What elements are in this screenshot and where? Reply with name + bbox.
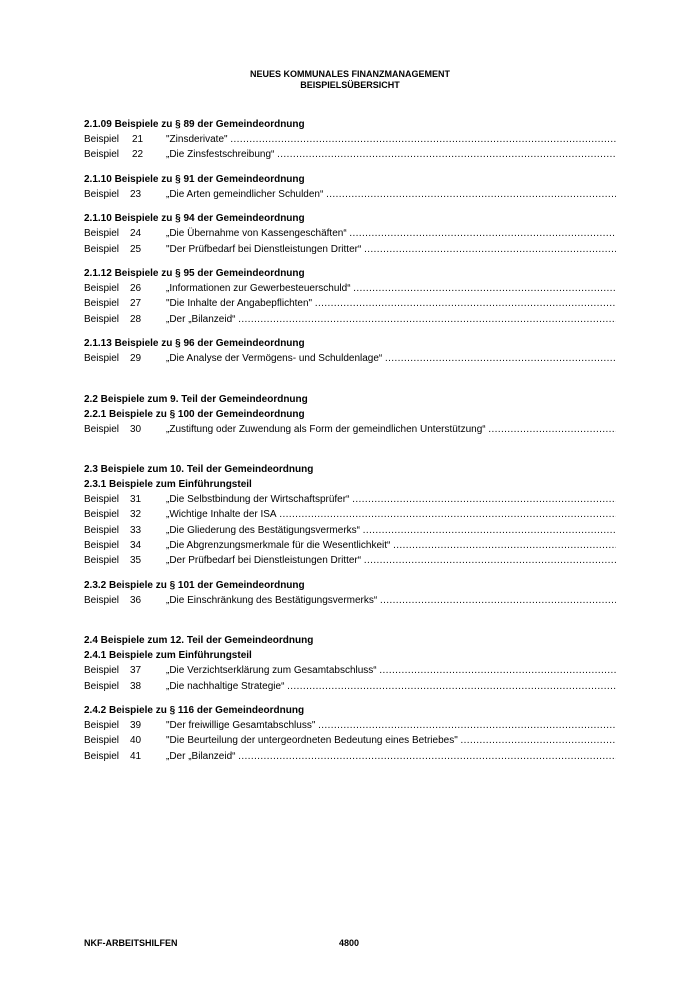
entry-title: „Wichtige Inhalte der ISA ……………………………………………………………………………………………………………………………………………………………………………… — [166, 507, 616, 522]
entry-number: 30 — [130, 423, 142, 435]
entry-title: „Die Verzichtserklärung zum Gesamtabschluss“ ……………………………………………………………………………………………………………………………………………………………………………… — [166, 663, 616, 678]
entry-number: 34 — [130, 540, 142, 552]
entry-number: 28 — [130, 313, 142, 325]
entry-label: Beispiel — [84, 228, 120, 240]
entry-number: 23 — [130, 188, 142, 200]
entry-number: 24 — [130, 228, 142, 240]
example-entry — [84, 226, 616, 241]
entry-label: Beispiel — [84, 353, 120, 365]
example-entry — [84, 553, 616, 568]
section-heading: 2.1.10 Beispiele zu § 91 der Gemeindeordnung — [84, 173, 305, 185]
entry-label: Beispiel — [84, 750, 120, 762]
part-heading: 2.4 Beispiele zum 12. Teil der Gemeindeordnung — [84, 635, 314, 647]
example-entry — [84, 523, 616, 538]
entry-number: 22 — [132, 149, 144, 161]
entry-title: „Die Selbstbindung der Wirtschaftsprüfer“ ……………………………………………………………………………………………………………………………………………………………………………… — [166, 492, 616, 507]
entry-number: 29 — [130, 353, 142, 365]
entry-number: 37 — [130, 665, 142, 677]
entry-title: „Die Zinsfestschreibung“ ……………………………………………………………………………………………………………………………………………………………………………… — [166, 147, 616, 162]
example-entry — [84, 718, 616, 733]
entry-title: "Der freiwillige Gesamtabschluss" ……………………………………………………………………………………………………………………………………………………………………………… — [166, 718, 616, 733]
example-entry — [84, 492, 616, 507]
entry-label: Beispiel — [84, 243, 120, 255]
section-heading: 2.4.1 Beispiele zum Einführungsteil — [84, 650, 252, 662]
page-number: 4800 — [339, 938, 360, 948]
section-heading: 2.1.10 Beispiele zu § 94 der Gemeindeordnung — [84, 213, 305, 225]
entry-title: „Die Einschränkung des Bestätigungsvermerks“ ……………………………………………………………………………………………………………………………………………………………………………… — [166, 593, 616, 608]
document-title: NEUES KOMMUNALES FINANZMANAGEMENT — [250, 69, 450, 79]
example-entry — [84, 312, 616, 327]
entry-number: 40 — [130, 735, 142, 747]
entry-title: „Die Übernahme von Kassengeschäften“ ……………………………………………………………………………………………………………………………………………………………………………… — [166, 226, 616, 241]
entry-title: „Der Prüfbedarf bei Dienstleistungen Dritter“ ……………………………………………………………………………………………………………………………………………………………………………… — [166, 553, 616, 568]
part-heading: 2.3 Beispiele zum 10. Teil der Gemeindeordnung — [84, 463, 314, 475]
entry-number: 39 — [130, 720, 142, 732]
entry-title: „Die Gliederung des Bestätigungsvermerks“ ……………………………………………………………………………………………………………………………………………………………………………… — [166, 523, 616, 538]
example-entry — [84, 422, 616, 437]
entry-label: Beispiel — [84, 555, 120, 567]
entry-label: Beispiel — [84, 493, 120, 505]
example-entry — [84, 132, 616, 147]
section-heading: 2.1.13 Beispiele zu § 96 der Gemeindeordnung — [84, 338, 305, 350]
entry-title: „Die Analyse der Vermögens- und Schuldenlage“ ……………………………………………………………………………………………………………………………………………………………………………… — [166, 351, 616, 366]
example-entry — [84, 538, 616, 553]
example-list — [84, 117, 616, 764]
entry-title: „Die Arten gemeindlicher Schulden“ ……………………………………………………………………………………………………………………………………………………………………………… — [166, 187, 616, 202]
entry-number: 38 — [130, 680, 142, 692]
entry-title: „Der „Bilanzeid“ ……………………………………………………………………………………………………………………………………………………………………………… — [166, 312, 616, 327]
entry-title: „Zustiftung oder Zuwendung als Form der gemeindlichen Unterstützung“ ……………………………………………………………………………………………………………………………………………………………………………… — [166, 422, 616, 437]
entry-title: "Der Prüfbedarf bei Dienstleistungen Dritter“ ……………………………………………………………………………………………………………………………………………………………………………… — [166, 242, 616, 257]
example-entry — [84, 663, 616, 678]
section-heading: 2.1.12 Beispiele zu § 95 der Gemeindeordnung — [84, 267, 305, 279]
entry-number: 31 — [130, 493, 142, 505]
entry-title: „Der „Bilanzeid“ ……………………………………………………………………………………………………………………………………………………………………………… — [166, 749, 616, 764]
entry-label: Beispiel — [84, 282, 120, 294]
example-entry — [84, 593, 616, 608]
part-heading: 2.2 Beispiele zum 9. Teil der Gemeindeordnung — [84, 393, 308, 405]
entry-number: 25 — [130, 243, 142, 255]
entry-number: 32 — [130, 509, 142, 521]
example-entry — [84, 749, 616, 764]
entry-label: Beispiel — [84, 524, 120, 536]
entry-number: 41 — [130, 750, 142, 762]
example-entry — [84, 679, 616, 694]
example-entry — [84, 242, 616, 257]
entry-label: Beispiel — [84, 540, 120, 552]
example-entry — [84, 147, 616, 162]
example-entry — [84, 733, 616, 748]
entry-number: 35 — [130, 555, 142, 567]
entry-label: Beispiel — [84, 594, 120, 606]
entry-title: „Die nachhaltige Strategie“ ……………………………………………………………………………………………………………………………………………………………………………… — [166, 679, 616, 694]
entry-title: „Die Abgrenzungsmerkmale für die Wesentlichkeit“ ……………………………………………………………………………………………………………………………………………………………………………… — [166, 538, 616, 553]
entry-label: Beispiel — [84, 188, 120, 200]
entry-label: Beispiel — [84, 313, 120, 325]
entry-label: Beispiel — [84, 134, 120, 145]
entry-label: Beispiel — [84, 149, 120, 161]
section-heading: 2.3.1 Beispiele zum Einführungsteil — [84, 478, 252, 490]
example-entry — [84, 187, 616, 202]
entry-label: Beispiel — [84, 720, 120, 732]
footer-label: NKF-ARBEITSHILFEN — [84, 938, 178, 948]
document-subtitle: BEISPIELSÜBERSICHT — [300, 80, 400, 90]
entry-title: "Die Beurteilung der untergeordneten Bedeutung eines Betriebes" ……………………………………………………………………………………………………………………………………………………………………………… — [166, 733, 616, 748]
entry-number: 33 — [130, 524, 142, 536]
entry-title: „Informationen zur Gewerbesteuerschuld“ ……………………………………………………………………………………………………………………………………………………………………………… — [166, 281, 616, 296]
entry-label: Beispiel — [84, 298, 120, 310]
section-heading: 2.2.1 Beispiele zu § 100 der Gemeindeordnung — [84, 408, 305, 420]
entry-label: Beispiel — [84, 680, 120, 692]
entry-label: Beispiel — [84, 665, 120, 677]
entry-number: 36 — [130, 594, 142, 606]
example-entry — [84, 351, 616, 366]
entry-title: "Zinsderivate" ……………………………………………………………………………………………………………………………………………………………………………… — [166, 132, 616, 147]
example-entry — [84, 507, 616, 522]
section-heading: 2.4.2 Beispiele zu § 116 der Gemeindeordnung — [84, 705, 305, 717]
entry-label: Beispiel — [84, 423, 120, 435]
example-entry — [84, 296, 616, 311]
section-heading: 2.1.09 Beispiele zu § 89 der Gemeindeordnung — [84, 119, 305, 130]
entry-title: "Die Inhalte der Angabepflichten" ……………………………………………………………………………………………………………………………………………………………………………… — [166, 296, 616, 311]
entry-number: 26 — [130, 282, 142, 294]
example-entry — [84, 281, 616, 296]
entry-number: 27 — [130, 298, 142, 310]
entry-label: Beispiel — [84, 735, 120, 747]
entry-number: 21 — [132, 134, 144, 145]
entry-label: Beispiel — [84, 509, 120, 521]
section-heading: 2.3.2 Beispiele zu § 101 der Gemeindeordnung — [84, 579, 305, 591]
